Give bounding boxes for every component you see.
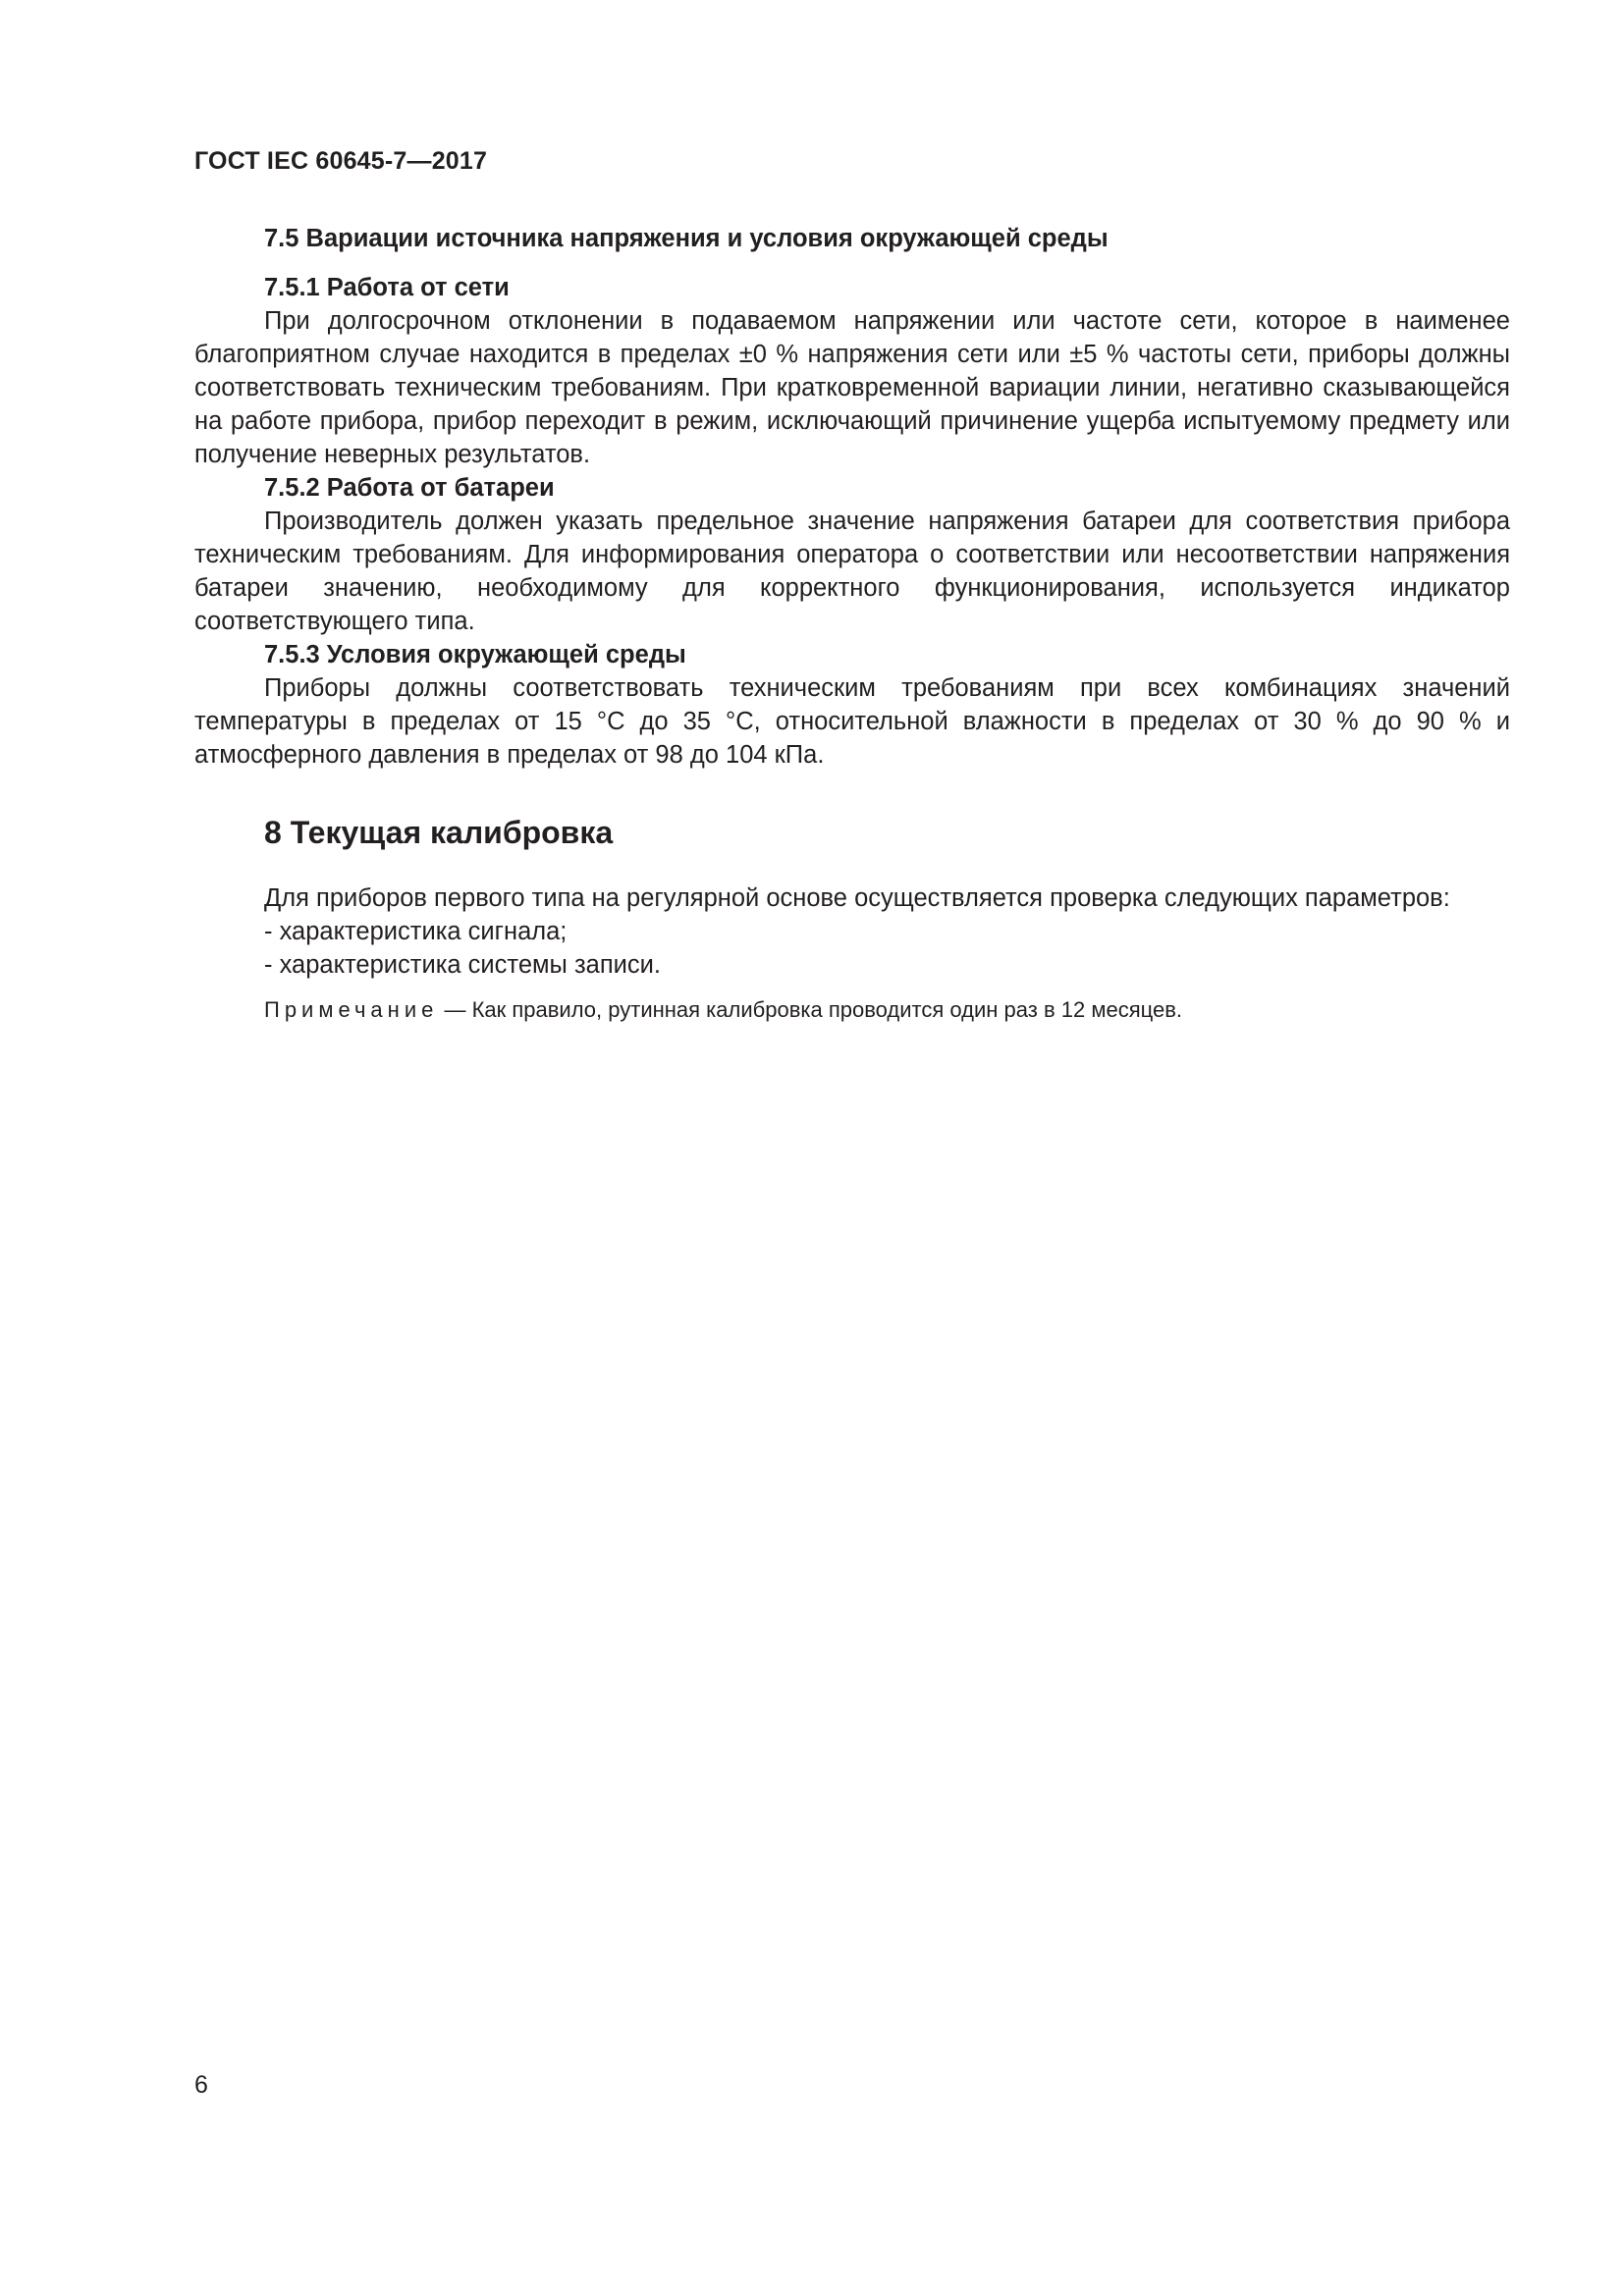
section-7-5-2-text: Производитель должен указать предельное значение напряжения батареи для соответствия прибора техническим требованиям. Для информирования оператора о соответствии или несоответствии напряжения батареи значению, необходимому для корректного функционирования, используется индикатор соответствующего типа. bbox=[194, 507, 1510, 635]
section-7-5-1-heading: 7.5.1 Работа от сети bbox=[264, 274, 510, 301]
section-7-5-3-text: Приборы должны соответствовать техническим требованиям при всех комбинациях значений температуры в пределах от 15 °С до 35 °С, относительной влажности в пределах от 30 % до 90 % и атмосферного давления в пределах от 98 до 104 кПа. bbox=[194, 674, 1510, 769]
document-body bbox=[194, 222, 1510, 1025]
section-7-5-heading: 7.5 Вариации источника напряжения и условия окружающей среды bbox=[264, 225, 1109, 252]
note-text: — Как правило, рутинная калибровка проводится один раз в 12 месяцев. bbox=[438, 997, 1183, 1022]
list-item: - характеристика сигнала; bbox=[264, 918, 568, 945]
section-7-5-3-heading: 7.5.3 Условия окружающей среды bbox=[264, 641, 686, 668]
list-item: - характеристика системы записи. bbox=[264, 951, 661, 979]
note-label: Примечание bbox=[264, 997, 439, 1022]
document-header: ГОСТ IEC 60645-7—2017 bbox=[194, 147, 488, 175]
section-8-intro: Для приборов первого типа на регулярной основе осуществляется проверка следующих параметров: bbox=[264, 884, 1450, 912]
section-8-note bbox=[194, 995, 1510, 1025]
section-7-5-1-text: При долгосрочном отклонении в подаваемом напряжении или частоте сети, которое в наименее благоприятном случае находится в пределах ±0 % напряжения сети или ±5 % частоты сети, приборы должны соответствовать техническим требованиям. При кратковременной вариации линии, негативно сказывающейся на работе прибора, прибор переходит в режим, исключающий причинение ущерба испытуемому предмету или получение неверных результатов. bbox=[194, 307, 1510, 468]
section-8-heading: 8 Текущая калибровка bbox=[264, 815, 614, 850]
section-7-5-2-heading: 7.5.2 Работа от батареи bbox=[264, 474, 555, 502]
section-8-list bbox=[194, 915, 1510, 982]
page-number: 6 bbox=[194, 2071, 208, 2099]
